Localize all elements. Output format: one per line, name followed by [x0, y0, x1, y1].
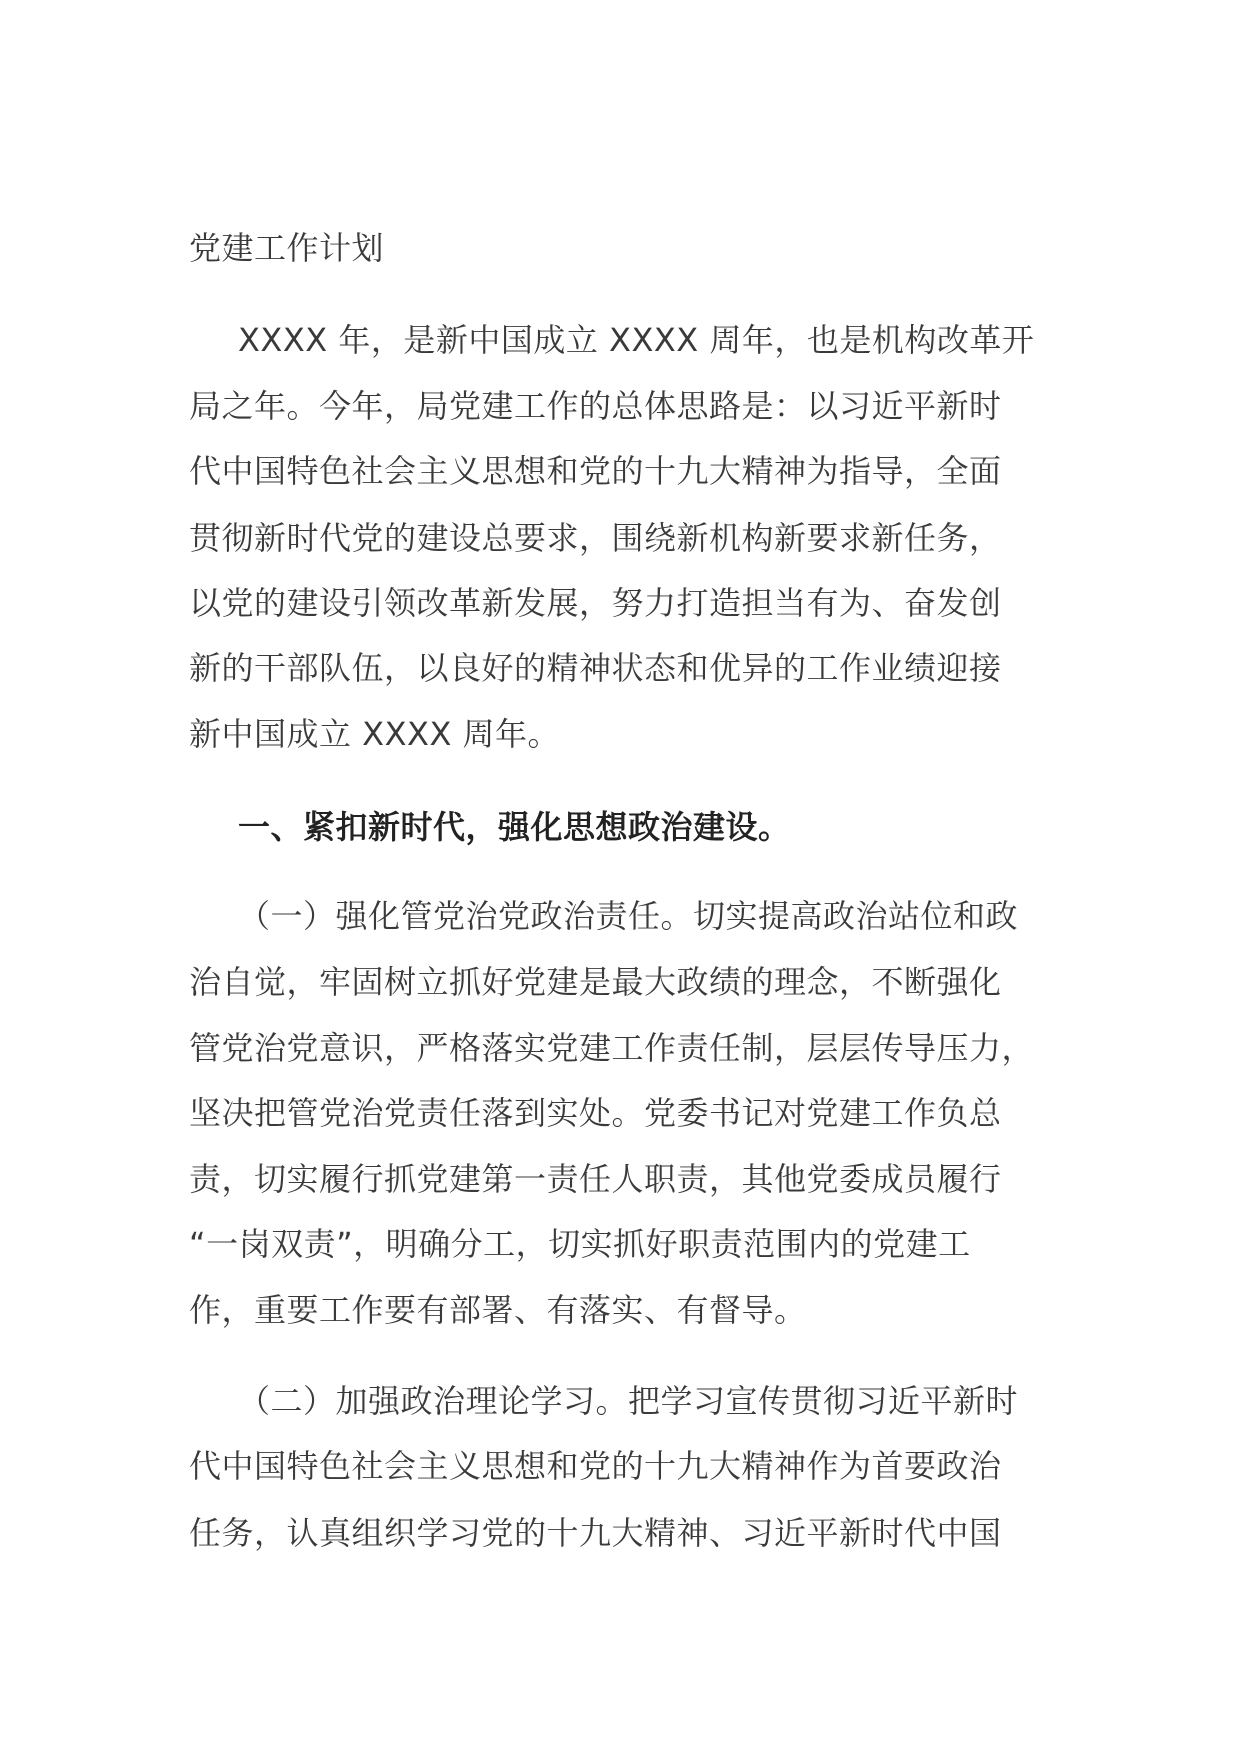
text-line: XXXX 年，是新中国成立 XXXX 周年，也是机构改革开 [238, 321, 1035, 359]
text-line: （一）强化管党治党政治责任。切实提高政治站位和政 [238, 897, 1019, 935]
text-line: （二）加强政治理论学习。把学习宣传贯彻习近平新时 [238, 1382, 1019, 1420]
text-line: 贯彻新时代党的建设总要求，围绕新机构新要求新任务， [189, 519, 1002, 557]
document-title: 党建工作计划 [189, 229, 385, 267]
text-line: 局之年。今年，局党建工作的总体思路是：以习近平新时 [189, 387, 1002, 425]
text-line: 管党治党意识，严格落实党建工作责任制，层层传导压力， [189, 1029, 1035, 1067]
text-line: “一岗双责”，明确分工，切实抓好职责范围内的党建工 [189, 1225, 971, 1263]
text-line: 代中国特色社会主义思想和党的十九大精神作为首要政治 [189, 1447, 1002, 1485]
text-line: 新的干部队伍，以良好的精神状态和优异的工作业绩迎接 [189, 649, 1002, 687]
text-line: 坚决把管党治党责任落到实处。党委书记对党建工作负总 [189, 1094, 1002, 1132]
text-line: 作，重要工作要有部署、有落实、有督导。 [189, 1291, 807, 1329]
text-line: 责，切实履行抓党建第一责任人职责，其他党委成员履行 [189, 1160, 1002, 1198]
text-line: 以党的建设引领改革新发展，努力打造担当有为、奋发创 [189, 584, 1002, 622]
section-heading: 一、紧扣新时代，强化思想政治建设。 [238, 808, 791, 846]
text-line: 新中国成立 XXXX 周年。 [189, 715, 561, 753]
text-line: 代中国特色社会主义思想和党的十九大精神为指导，全面 [189, 452, 1002, 490]
text-line: 治自觉，牢固树立抓好党建是最大政绩的理念，不断强化 [189, 963, 1002, 1001]
text-line: 任务，认真组织学习党的十九大精神、习近平新时代中国 [189, 1514, 1002, 1552]
